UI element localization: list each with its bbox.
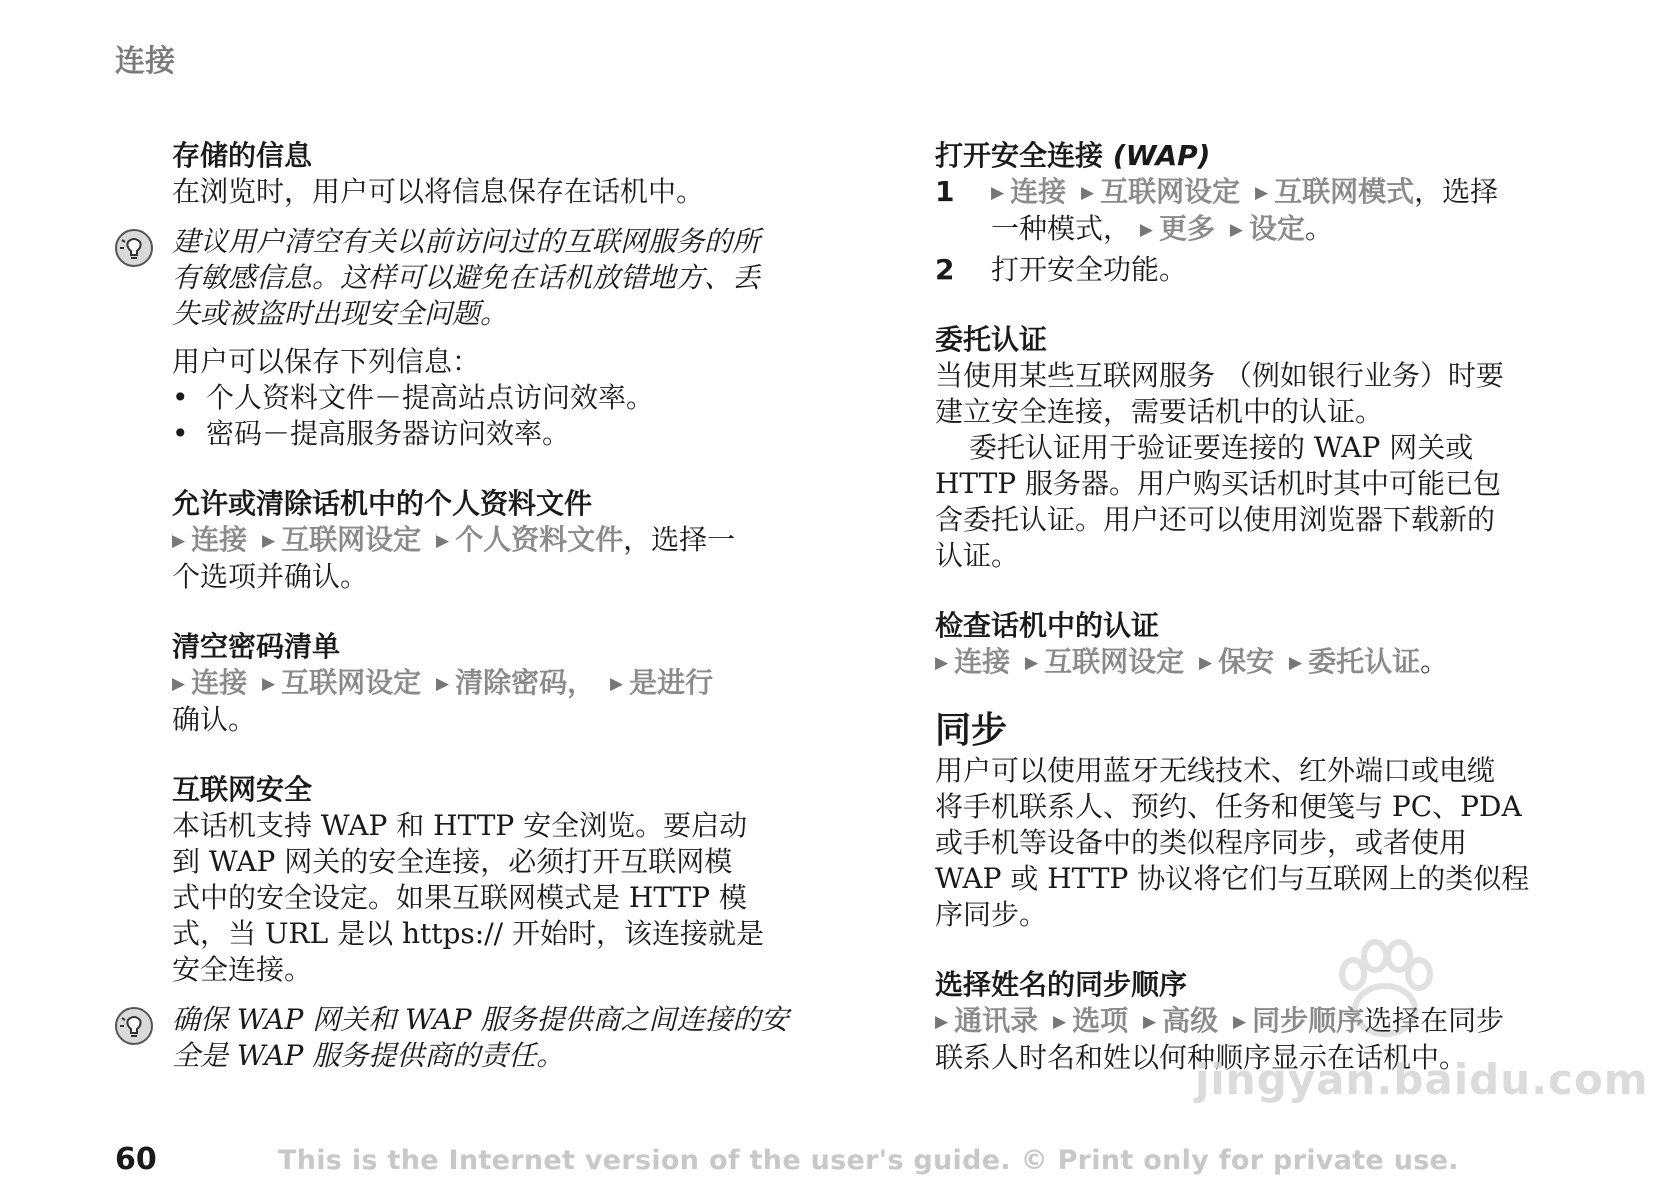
menu-item: 同步顺序	[1252, 1004, 1365, 1037]
menu-item: 设定	[1249, 212, 1306, 245]
path-tail: ，选择一	[623, 523, 736, 556]
list-item: • 密码－提高服务器访问效率。	[172, 416, 822, 452]
arrow-right-icon: ▶	[436, 531, 450, 551]
section-trusted-certs	[935, 322, 1595, 574]
menu-item: 委托认证	[1308, 645, 1421, 678]
section-title: 存储的信息	[172, 139, 313, 172]
body-line: 或手机等设备中的类似程序同步，或者使用	[935, 826, 1468, 859]
footer-notice: This is the Internet version of the user's guide. © Print only for private use.	[278, 1145, 1459, 1176]
section-title: 委托认证	[935, 323, 1048, 356]
menu-path	[172, 522, 822, 559]
menu-item: 连接	[191, 666, 248, 699]
body-line: 到 WAP 网关的安全连接，必须打开互联网模	[172, 845, 733, 878]
tip-lightbulb-icon	[114, 228, 154, 268]
menu-item: 更多	[1159, 212, 1216, 245]
body-line: 用户可以使用蓝牙无线技术、红外端口或电缆	[935, 754, 1496, 787]
tip-note	[172, 1002, 822, 1074]
menu-item: 互联网设定	[281, 523, 422, 556]
path-tail: 选择在同步	[1364, 1004, 1505, 1037]
body-line: 当使用某些互联网服务 （例如银行业务）时要	[935, 359, 1504, 392]
arrow-right-icon: ▶	[172, 674, 186, 694]
menu-item: 通讯录	[954, 1004, 1039, 1037]
body-line: 本话机支持 WAP 和 HTTP 安全浏览。要启动	[172, 809, 748, 842]
steps-list	[935, 174, 1595, 288]
path-prefix: 一种模式，	[991, 212, 1132, 245]
menu-item: 连接	[191, 523, 248, 556]
section-clear-passwords	[172, 629, 822, 738]
arrow-right-icon: ▶	[262, 674, 276, 694]
title-text: 打开安全连接	[935, 139, 1104, 172]
menu-path	[172, 665, 822, 702]
list-intro: 用户可以保存下列信息：	[172, 345, 481, 378]
menu-item: 清除密码，	[455, 666, 596, 699]
menu-item: 选项	[1072, 1004, 1129, 1037]
body-line: WAP 或 HTTP 协议将它们与互联网上的类似程	[935, 862, 1530, 895]
tip-line: 有敏感信息。这样可以避免在话机放错地方、丢	[172, 261, 761, 294]
section-title: 互联网安全	[172, 773, 313, 806]
arrow-right-icon: ▶	[991, 183, 1005, 203]
body-line: 含委托认证。用户还可以使用浏览器下载新的	[935, 503, 1496, 536]
chapter-title: 连接	[115, 44, 175, 79]
body-line: 式，当 URL 是以 https:// 开始时，该连接就是	[172, 917, 765, 950]
step-number: 1	[935, 175, 955, 208]
path-tail: 。	[1420, 645, 1449, 678]
menu-item: 互联网模式	[1274, 175, 1415, 208]
menu-item: 是进行	[629, 666, 714, 699]
path-tail-line: 确认。	[172, 703, 257, 736]
watermark-text: jingyan.baidu.com	[1195, 1055, 1649, 1104]
menu-path	[991, 174, 1595, 211]
arrow-right-icon: ▶	[1289, 653, 1303, 673]
page-number: 60	[115, 1142, 157, 1177]
arrow-right-icon: ▶	[1143, 1012, 1157, 1032]
step-item	[935, 174, 1595, 248]
section-title	[935, 138, 1595, 174]
tip-lightbulb-icon	[114, 1006, 154, 1046]
menu-item: 保安	[1218, 645, 1275, 678]
menu-item: 高级	[1162, 1004, 1219, 1037]
path-tail-line: 联系人时名和姓以何种顺序显示在话机中。	[935, 1041, 1468, 1074]
step-text: 打开安全功能。	[991, 253, 1188, 286]
path-tail: ，选择	[1414, 175, 1499, 208]
menu-item: 个人资料文件	[455, 523, 624, 556]
section-internet-security	[172, 772, 822, 1074]
body-line: 安全连接。	[172, 953, 313, 986]
menu-path	[935, 1003, 1595, 1040]
section-stored-info	[172, 138, 822, 452]
body-line: 认证。	[935, 539, 1020, 572]
tip-note	[172, 224, 822, 332]
tip-line: 全是 WAP 服务提供商的责任。	[172, 1039, 565, 1072]
section-title: 选择姓名的同步顺序	[935, 968, 1188, 1001]
right-column	[935, 138, 1595, 1076]
title-paren: (WAP)	[1112, 139, 1211, 172]
tip-line: 建议用户清空有关以前访问过的互联网服务的所	[172, 225, 761, 258]
section-secure-connection	[935, 138, 1595, 288]
body-line: 序同步。	[935, 898, 1048, 931]
arrow-right-icon: ▶	[1081, 183, 1095, 203]
arrow-right-icon: ▶	[610, 674, 624, 694]
section-body: 在浏览时，用户可以将信息保存在话机中。	[172, 175, 705, 208]
arrow-right-icon: ▶	[172, 531, 186, 551]
menu-item: 互联网设定	[1044, 645, 1185, 678]
menu-item: 连接	[954, 645, 1011, 678]
section-title: 检查话机中的认证	[935, 609, 1160, 642]
section-heading: 同步	[935, 710, 1008, 751]
tip-line: 确保 WAP 网关和 WAP 服务提供商之间连接的安	[172, 1003, 789, 1036]
arrow-right-icon: ▶	[1199, 653, 1213, 673]
menu-path	[991, 211, 1595, 248]
menu-item: 连接	[1010, 175, 1067, 208]
list-item: • 个人资料文件－提高站点访问效率。	[172, 380, 822, 416]
menu-path	[935, 644, 1595, 681]
arrow-right-icon: ▶	[262, 531, 276, 551]
left-column	[172, 138, 822, 1086]
step-item	[935, 252, 1595, 288]
arrow-right-icon: ▶	[436, 674, 450, 694]
section-sync	[935, 709, 1595, 933]
bullet-list	[172, 380, 822, 452]
arrow-right-icon: ▶	[1053, 1012, 1067, 1032]
arrow-right-icon: ▶	[1025, 653, 1039, 673]
watermark-paw-icon	[1325, 930, 1445, 1050]
arrow-right-icon: ▶	[935, 653, 949, 673]
body-line: HTTP 服务器。用户购买话机时其中可能已包	[935, 467, 1502, 500]
body-line: 式中的安全设定。如果互联网模式是 HTTP 模	[172, 881, 747, 914]
body-line: 委托认证用于验证要连接的 WAP 网关或	[969, 431, 1474, 464]
arrow-right-icon: ▶	[1139, 220, 1153, 240]
menu-item: 互联网设定	[281, 666, 422, 699]
body-line: 建立安全连接，需要话机中的认证。	[935, 395, 1384, 428]
arrow-right-icon: ▶	[935, 1012, 949, 1032]
tip-line: 失或被盗时出现安全问题。	[172, 297, 509, 330]
menu-item: 互联网设定	[1100, 175, 1241, 208]
body-line: 将手机联系人、预约、任务和便笺与 PC、PDA	[935, 790, 1522, 823]
path-tail-line: 个选项并确认。	[172, 560, 369, 593]
section-title: 清空密码清单	[172, 630, 341, 663]
section-check-certs	[935, 608, 1595, 681]
arrow-right-icon: ▶	[1233, 1012, 1247, 1032]
step-number: 2	[935, 253, 955, 286]
section-title: 允许或清除话机中的个人资料文件	[172, 487, 593, 520]
arrow-right-icon: ▶	[1229, 220, 1243, 240]
path-tail: 。	[1305, 212, 1334, 245]
section-profiles	[172, 486, 822, 595]
arrow-right-icon: ▶	[1255, 183, 1269, 203]
